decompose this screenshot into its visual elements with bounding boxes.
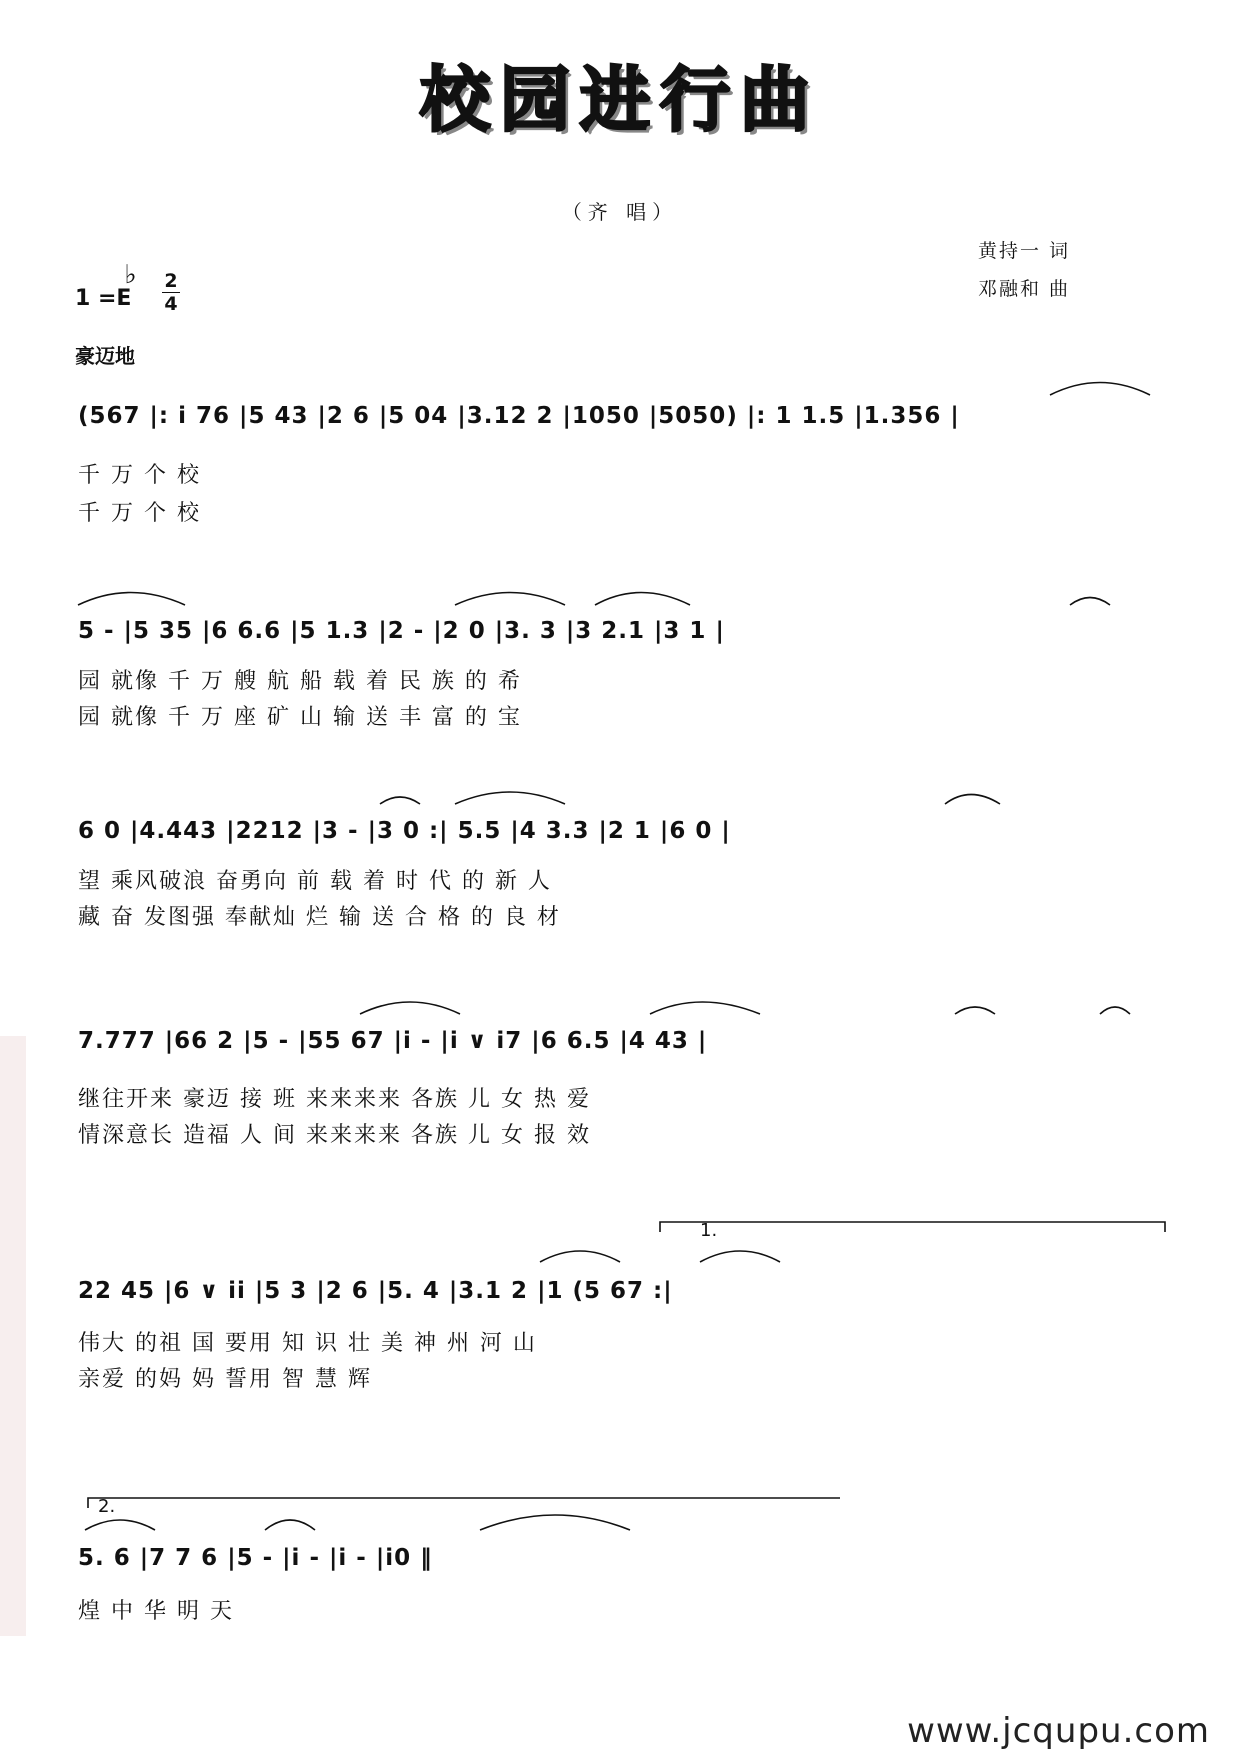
lyric-row-5-verse-2: 亲爱 的妈 妈 誓用 智 慧 辉 (78, 1367, 372, 1392)
notation-row-5: 22 45 |6 ∨ ii |5 3 |2 6 |5. 4 |3.1 2 |1 (5 67 :| (78, 1278, 673, 1304)
lyric-row-4-verse-1: 继往开来 豪迈 接 班 来来来来 各族 儿 女 热 爱 (78, 1087, 591, 1112)
song-title: 校园进行曲 (420, 59, 820, 141)
flat-sign: ♭ (124, 260, 137, 290)
slur-row-4-a (360, 1002, 460, 1014)
slur-row-3-c (945, 795, 1000, 805)
slur-row-5-b (700, 1251, 780, 1262)
notation-row-4: 7.777 |66 2 |5 - |55 67 |i - |i ∨ i7 |6 6.5 |4 43 | (78, 1028, 708, 1054)
slur-row-5-a (540, 1251, 620, 1262)
volta-1-bracket (660, 1222, 1165, 1232)
key-letter: E (116, 286, 132, 311)
slur-row-2-d (1070, 598, 1110, 606)
notation-row-1: (567 |: i 76 |5 43 |2 6 |5 04 |3.12 2 |1050 |5050) |: 1 1.5 |1.356 | (78, 403, 960, 429)
slur-row-4-d (1100, 1007, 1130, 1014)
slur-row-4-b (650, 1002, 760, 1014)
slur-row-3-b (455, 792, 565, 804)
key-prefix: 1 = (75, 286, 117, 311)
time-top: 2 (164, 270, 178, 292)
lyric-row-5-verse-1: 伟大 的祖 国 要用 知 识 壮 美 神 州 河 山 (78, 1331, 537, 1356)
tempo-marking: 豪迈地 (75, 344, 135, 368)
volta-2-label: 2. (98, 1496, 116, 1517)
composer: 邓融和 曲 (977, 278, 1070, 300)
watermark: www.jcqupu.com (907, 1711, 1210, 1751)
slur-row-3-a (380, 797, 420, 804)
lyric-row-2-verse-1: 园 就像 千 万 艘 航 船 载 着 民 族 的 希 (78, 669, 522, 694)
slur-row-4-c (955, 1007, 995, 1014)
lyric-row-4-verse-2: 情深意长 造福 人 间 来来来来 各族 儿 女 报 效 (78, 1123, 591, 1148)
slur-row-6-c (480, 1515, 630, 1530)
slur-row-2-b (455, 593, 565, 606)
lyric-row-1-verse-2: 千 万 个 校 (78, 501, 201, 526)
lyric-row-2-verse-2: 园 就像 千 万 座 矿 山 输 送 丰 富 的 宝 (78, 705, 522, 730)
slur-row-2-a (78, 593, 185, 606)
lyric-row-3-verse-1: 望 乘风破浪 奋勇向 前 载 着 时 代 的 新 人 (78, 869, 552, 894)
slur-row-6-a (85, 1520, 155, 1530)
lyric-row-3-verse-2: 藏 奋 发图强 奉献灿 烂 输 送 合 格 的 良 材 (78, 905, 561, 930)
volta-1-label: 1. (700, 1220, 718, 1241)
slur-row-1 (1050, 383, 1150, 396)
lyricist: 黄持一 词 (977, 240, 1070, 262)
notation-row-3: 6 0 |4.443 |2212 |3 - |3 0 :| 5.5 |4 3.3 |2 1 |6 0 | (78, 818, 731, 844)
slur-row-2-c (595, 593, 690, 606)
subtitle: （齐 唱） (561, 200, 679, 224)
slur-row-6-b (265, 1520, 315, 1530)
lyric-row-1-verse-1: 千 万 个 校 (78, 463, 201, 488)
volta-2-bracket (88, 1498, 840, 1508)
notation-row-6: 5. 6 |7 7 6 |5 - |i - |i - |i0 ‖ (78, 1545, 433, 1571)
lyric-row-6-verse-1: 煌 中 华 明 天 (78, 1599, 234, 1624)
notation-row-2: 5 - |5 35 |6 6.6 |5 1.3 |2 - |2 0 |3. 3 |3 2.1 |3 1 | (78, 618, 725, 644)
time-bottom: 4 (164, 293, 178, 315)
